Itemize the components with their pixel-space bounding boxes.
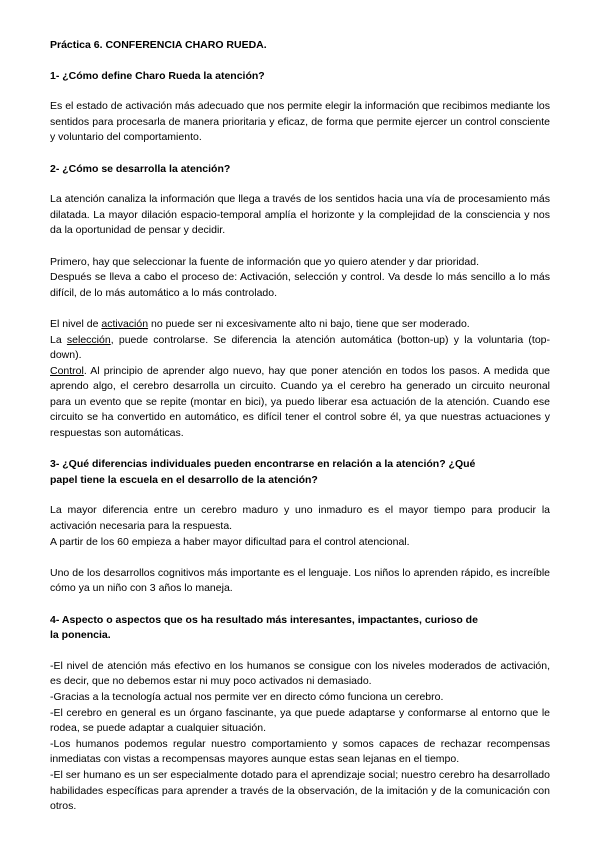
list-item: -Gracias a la tecnología actual nos permite ver en directo cómo funciona un cerebro.: [50, 690, 444, 703]
question-4-heading: [50, 613, 550, 644]
list-item: -El nivel de atención más efectivo en los humanos se consigue con los niveles moderados de activación, es decir, que no debemos estar ni muy poco activados ni demasiado.: [50, 659, 550, 688]
question-3-heading-line-1: 3- ¿Qué diferencias individuales pueden encontrarse en relación a la atención? ¿Qué: [50, 458, 476, 471]
activacion-paragraph: [50, 317, 550, 333]
control-term: Control: [50, 364, 84, 377]
question-3-heading-line-2: papel tiene la escuela en el desarrollo de la atención?: [50, 473, 318, 486]
seleccion-paragraph: [50, 333, 550, 364]
activacion-prefix: El nivel de: [50, 317, 102, 330]
question-1-answer: Es el estado de activación más adecuado que nos permite elegir la información que recibimos mediante los sentidos para procesarla de manera prioritaria y eficaz, de forma que permite ejercer un control consciente y voluntario del comportamiento.: [50, 100, 550, 144]
list-item: -El ser humano es un ser especialmente dotado para el aprendizaje social; nuestro cerebro ha desarrollado habilidades específicas para aprender a través de la observación, de la imitación y de la comunicación con otros.: [50, 768, 550, 813]
question-3-paragraph-1: La mayor diferencia entre un cerebro maduro y uno inmaduro es el mayor tiempo para producir la activación necesaria para la respuesta.: [50, 504, 550, 533]
control-text: . Al principio de aprender algo nuevo, hay que poner atención en todos los pasos. A medida que aprendo algo, el cerebro desarrolla un circuito. Cuando ya el cerebro ha generado un circuito neuronal para un evento que se repite (montar en bici), ya puedo liberar esa actuación de la atención. Cuando ese circuito se ha convertido en automático, es difícil tener el control sobre él, ya que nuestras actuaciones y respuestas son automáticas.: [50, 364, 550, 440]
question-2-paragraph-2: Primero, hay que seleccionar la fuente de información que yo quiero atender y dar prioridad.: [50, 255, 479, 268]
question-4-heading-line-1: 4- Aspecto o aspectos que os ha resultado más interesantes, impactantes, curioso de: [50, 613, 478, 626]
control-paragraph: [50, 364, 550, 442]
question-4-heading-line-2: la ponencia.: [50, 629, 111, 642]
activacion-term: activación: [101, 317, 149, 330]
seleccion-prefix: La: [50, 333, 67, 346]
question-2-paragraph-1: La atención canaliza la información que llega a través de los sentidos hacia una vía de procesamiento más dilatada. La mayor dilación espacio-temporal amplía el horizonte y la complejidad de la consciencia y nos da la oportunidad de pensar y decidir.: [50, 193, 550, 237]
seleccion-term: selección: [66, 333, 111, 346]
question-2-paragraph-3: Después se lleva a cabo el proceso de: Activación, selección y control. Va desde lo más sencillo a lo más difícil, de lo más automático a lo más controlado.: [50, 271, 550, 299]
activacion-text: no puede ser ni excesivamente alto ni bajo, tiene que ser moderado.: [148, 317, 470, 330]
list-item: -Los humanos podemos regular nuestro comportamiento y somos capaces de rechazar recompensas inmediatas con vistas a recompensas mayores aunque estas sean lejanas en el tiempo.: [50, 737, 550, 766]
question-2-heading: 2- ¿Cómo se desarrolla la atención?: [50, 162, 231, 175]
question-1-heading: 1- ¿Cómo define Charo Rueda la atención?: [50, 69, 265, 82]
question-3-heading: [50, 457, 550, 488]
question-3-paragraph-3: Uno de los desarrollos cognitivos más importante es el lenguaje. Los niños lo aprenden rápido, es increíble cómo ya un niño con 3 años lo maneja.: [50, 566, 550, 595]
seleccion-text: , puede controlarse. Se diferencia la atención automática (botton-up) y la voluntaria (top-down).: [50, 333, 550, 362]
list-item: -El cerebro en general es un órgano fascinante, ya que puede adaptarse y conformarse al entorno que le rodea, se puede adaptar a cualquier situación.: [50, 706, 550, 735]
question-3-paragraph-2: A partir de los 60 empieza a haber mayor dificultad para el control atencional.: [50, 535, 410, 548]
document-title: Práctica 6. CONFERENCIA CHARO RUEDA.: [50, 39, 267, 51]
